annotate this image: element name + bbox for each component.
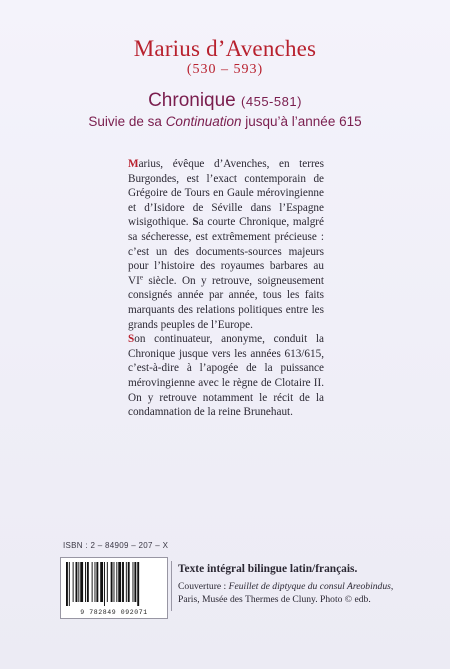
work-subtitle — [0, 113, 450, 131]
cover-header — [0, 36, 450, 131]
isbn-label: ISBN : 2 – 84909 – 207 – X — [63, 541, 169, 550]
author-dates: (530 – 593) — [186, 62, 264, 77]
barcode-bar — [111, 562, 113, 602]
barcode-bar — [107, 562, 108, 602]
subtitle-italic: Continuation — [165, 114, 242, 129]
barcode-bar — [122, 562, 124, 602]
blurb — [128, 157, 324, 420]
blurb-p1-b: a courte Chronique, malgré sa sécheresse, est extrêmement précieuse : c’est un des documents-sources majeurs pour l’histoire des royaumes barbares au VI — [128, 216, 324, 287]
barcode-bar — [78, 562, 79, 602]
blurb-p1-c: siècle. On y retrouve, soigneusement consignés année par année, tous les faits marquants des relations politiques entre les grands peuples de l’Europe. — [128, 274, 324, 331]
barcode-bar — [114, 562, 115, 602]
barcode-bar — [85, 562, 86, 602]
author-name: Marius d’Avenches — [133, 36, 317, 61]
credit-italic: Feuillet de diptyque du consul Areobindus — [228, 581, 391, 592]
credit-end: , Paris, Musée des Thermes de Cluny. Photo © edb. — [178, 581, 394, 605]
barcode-bar — [126, 562, 127, 602]
blurb-paragraph-2 — [128, 332, 324, 420]
edition-info — [178, 562, 413, 606]
barcode-bar — [104, 562, 105, 606]
barcode-bar — [128, 562, 130, 602]
subtitle-start: Suivie de sa — [88, 114, 166, 129]
barcode-bar — [87, 562, 89, 602]
barcode-bar — [76, 562, 78, 602]
work-title-text: Chronique — [148, 90, 236, 111]
barcode-bar — [73, 562, 74, 602]
barcode-bars — [65, 562, 163, 606]
work-title-dates: (455-581) — [241, 94, 302, 109]
cover-credit — [178, 580, 413, 606]
barcode — [60, 557, 168, 619]
blurb-p2-text: on continuateur, anonyme, conduit la Chronique jusque vers les années 613/615, c’est-à-dire à l’apogée de la puissance mérovingienne avec le règne de Clotaire II. On y retrouve notamment le récit de la condamnation de la reine Brunehaut. — [128, 333, 324, 419]
barcode-bar — [116, 562, 117, 602]
barcode-bar — [134, 562, 136, 602]
barcode-bar — [100, 562, 103, 602]
barcode-bar — [133, 562, 134, 602]
barcode-bar — [96, 562, 98, 602]
barcode-bar — [95, 562, 96, 602]
work-title — [0, 90, 450, 113]
blurb-paragraph-1 — [128, 157, 324, 332]
drop-initial-2: S — [128, 333, 135, 346]
credit-prefix: Couverture : — [178, 581, 229, 592]
barcode-bar — [66, 562, 68, 606]
edition-note: Texte intégral bilingue latin/français. — [178, 563, 358, 575]
superscript-e: e — [139, 273, 143, 282]
subtitle-end: jusqu’à l’année 615 — [241, 114, 362, 129]
barcode-bar — [137, 562, 139, 606]
barcode-digits: 9 782849 092071 — [80, 609, 148, 616]
bold-initial: S — [192, 216, 199, 229]
drop-initial: M — [128, 158, 139, 170]
barcode-bar — [80, 562, 83, 602]
divider — [171, 561, 172, 611]
blurb-p1-a: arius, évêque d’Avenches, en terres Burgondes, est l’exact contemporain de Grégoire de Tours en Gaule mérovingienne et d’Isidore de Séville dans l’Espagne wisigothique. — [128, 158, 324, 229]
barcode-bar — [69, 562, 70, 606]
barcode-bar — [92, 562, 93, 602]
barcode-bar — [118, 562, 121, 602]
